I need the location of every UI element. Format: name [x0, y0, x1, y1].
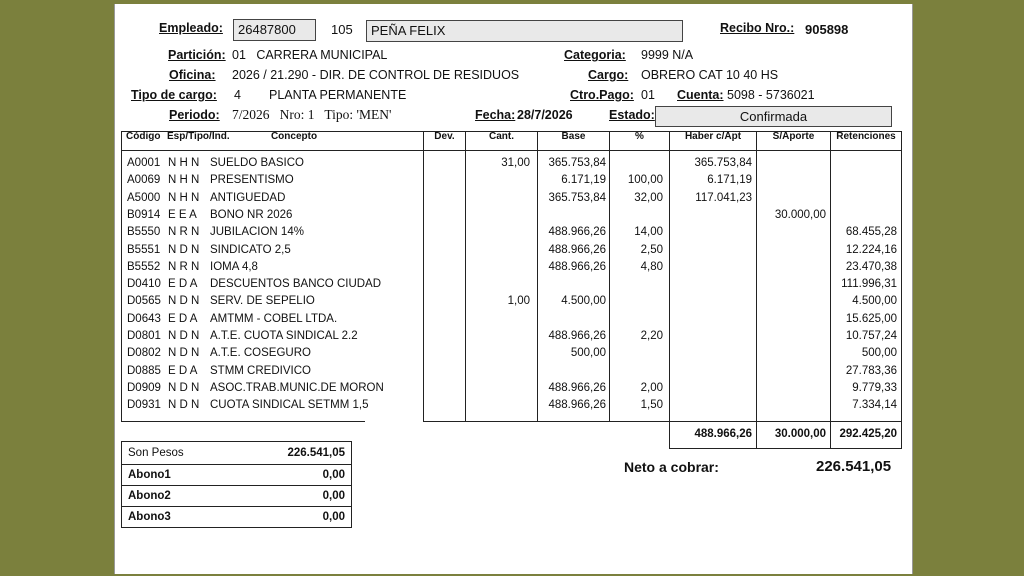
cell-eti: N D N [168, 399, 200, 412]
cell-concepto: BONO NR 2026 [210, 208, 293, 221]
cell-ret: 500,00 [861, 347, 897, 360]
empleado-id-field: 26487800 [233, 19, 316, 41]
col-header-concepto: Concepto [270, 131, 318, 142]
cell-eti: N R N [168, 260, 200, 273]
col-header-esp-tipo-ind: Esp/Tipo/Ind. [167, 131, 230, 142]
cargo-label: Cargo: [588, 68, 629, 82]
cell-eti: E E A [168, 208, 197, 221]
cell-codigo: D0802 [127, 347, 161, 360]
col-header-dev: Dev. [434, 131, 455, 142]
cell-concepto: A.T.E. CUOTA SINDICAL 2.2 [210, 330, 358, 342]
col-header-pct: % [635, 131, 644, 142]
cell-ret: 111.996,31 [841, 278, 897, 291]
cell-concepto: AMTMM - COBEL LTDA. [210, 312, 338, 325]
abono1-label: Abono1 [128, 469, 171, 481]
cargo-value: OBRERO CAT 10 40 HS [641, 68, 779, 82]
cell-base: 488.966,26 [548, 330, 606, 342]
tipo-cargo-num: 4 [234, 88, 241, 102]
cell-pct: 32,00 [634, 191, 663, 204]
cell-eti: E D A [168, 364, 198, 377]
abono1-value: 0,00 [322, 469, 345, 481]
cell-ret: 7.334,14 [852, 399, 897, 412]
cell-eti: E D A [168, 312, 198, 325]
cell-haber: 117.041,23 [695, 191, 752, 204]
cell-haber: 365.753,84 [694, 157, 752, 169]
recibo-label: Recibo Nro.: [720, 21, 795, 35]
cell-base: 4.500,00 [561, 295, 606, 308]
cell-eti: N D N [168, 330, 200, 342]
abono3-label: Abono3 [128, 511, 171, 523]
oficina-value: 2026 / 21.290 - DIR. DE CONTROL DE RESIDUOS [232, 68, 520, 82]
cell-codigo: D0643 [127, 312, 161, 325]
cell-base: 488.966,26 [548, 399, 606, 412]
cell-pct: 14,00 [634, 226, 663, 239]
col-header-codigo: Código [126, 131, 161, 142]
cell-codigo: D0410 [127, 278, 161, 291]
cell-haber: 6.171,19 [707, 174, 752, 187]
col-header-saporte: S/Aporte [772, 131, 815, 142]
cell-ret: 23.470,38 [845, 260, 897, 273]
cell-eti: N H N [168, 157, 200, 169]
recibo-nro: 905898 [805, 22, 849, 37]
cell-eti: E D A [168, 278, 198, 291]
cell-pct: 2,50 [640, 243, 663, 256]
col-header-retenciones: Retenciones [836, 131, 896, 142]
cell-pct: 100,00 [627, 174, 663, 187]
cell-concepto: STMM CREDIVICO [210, 364, 311, 377]
cell-codigo: D0885 [127, 364, 161, 377]
cell-base: 365.753,84 [548, 191, 606, 204]
cell-ret: 15.625,00 [845, 312, 897, 325]
abono2-label: Abono2 [128, 490, 171, 502]
cell-eti: N R N [168, 226, 200, 239]
periodo-label: Periodo: [169, 108, 220, 122]
cuenta-value: 5098 - 5736021 [727, 88, 815, 102]
cell-codigo: B0914 [127, 208, 161, 221]
ctro-pago-label: Ctro.Pago: [570, 88, 634, 102]
col-header-base: Base [561, 131, 586, 142]
empleado-num: 105 [331, 22, 353, 37]
abono2-row [122, 486, 351, 507]
cell-concepto: SINDICATO 2,5 [210, 243, 291, 256]
cell-concepto: A.T.E. COSEGURO [210, 347, 311, 360]
col-header-cant: Cant. [489, 131, 514, 142]
cell-ret: 4.500,00 [852, 295, 897, 308]
tipo-cargo-value: PLANTA PERMANENTE [269, 88, 407, 102]
cell-concepto: JUBILACION 14% [210, 226, 304, 239]
cell-pct: 4,80 [640, 260, 663, 273]
cell-pct: 2,00 [640, 381, 663, 394]
cell-base: 488.966,26 [548, 243, 606, 256]
neto-label: Neto a cobrar: [624, 459, 719, 475]
cell-base: 488.966,26 [548, 381, 606, 394]
estado-field: Confirmada [655, 106, 892, 127]
cell-concepto: ANTIGUEDAD [210, 191, 286, 204]
particion-value: 01 CARRERA MUNICIPAL [232, 48, 388, 62]
cell-eti: N H N [168, 191, 200, 204]
cell-ret: 10.757,24 [845, 330, 897, 342]
total-saporte: 30.000,00 [774, 428, 826, 440]
cell-codigo: D0931 [127, 399, 161, 412]
particion-label: Partición: [168, 48, 226, 62]
abono1-row [122, 465, 351, 486]
cell-ret: 68.455,28 [845, 226, 897, 239]
col-header-haber: Haber c/Apt [684, 131, 742, 142]
cell-codigo: B5551 [127, 243, 161, 256]
total-retenciones: 292.425,20 [839, 428, 897, 440]
periodo-value: 7/2026 Nro: 1 Tipo: 'MEN' [232, 107, 392, 122]
cell-codigo: B5552 [127, 260, 161, 273]
total-haber: 488.966,26 [694, 428, 752, 440]
cell-ret: 27.783,36 [845, 364, 897, 377]
cell-codigo: A0069 [127, 174, 161, 187]
categoria-value: 9999 N/A [641, 48, 694, 62]
abono3-row [122, 507, 351, 527]
neto-value: 226.541,05 [816, 458, 892, 475]
cell-eti: N D N [168, 347, 200, 360]
cell-codigo: D0565 [127, 295, 161, 308]
cell-codigo: A5000 [127, 191, 161, 204]
fecha-value: 28/7/2026 [517, 108, 573, 122]
cell-codigo: D0909 [127, 381, 161, 394]
cell-pct: 2,20 [640, 330, 663, 342]
cell-base: 488.966,26 [548, 260, 606, 273]
empleado-label: Empleado: [159, 21, 223, 35]
cell-ret: 9.779,33 [852, 381, 897, 394]
cell-eti: N H N [168, 174, 200, 187]
tipo-cargo-label: Tipo de cargo: [131, 88, 217, 102]
cell-concepto: ASOC.TRAB.MUNIC.DE MORON [210, 381, 384, 394]
cell-codigo: A0001 [127, 157, 161, 169]
empleado-nombre-field: PEÑA FELIX [366, 20, 683, 42]
cell-base: 365.753,84 [548, 157, 606, 169]
summary-table [121, 441, 352, 528]
cell-base: 488.966,26 [548, 226, 606, 239]
cell-concepto: SUELDO BASICO [210, 157, 304, 169]
cell-cant: 1,00 [507, 295, 530, 308]
cell-concepto: IOMA 4,8 [210, 260, 258, 273]
cell-saporte: 30.000,00 [774, 208, 826, 221]
cell-base: 6.171,19 [561, 174, 606, 187]
abono2-value: 0,00 [322, 490, 345, 502]
cell-eti: N D N [168, 243, 200, 256]
fecha-label: Fecha: [475, 108, 516, 122]
cell-concepto: SERV. DE SEPELIO [210, 295, 315, 308]
estado-label: Estado: [609, 108, 655, 122]
son-pesos-label: Son Pesos [128, 447, 184, 459]
abono3-value: 0,00 [322, 511, 345, 523]
cell-codigo: D0801 [127, 330, 161, 342]
son-pesos-value: 226.541,05 [287, 447, 345, 459]
cuenta-label: Cuenta: [677, 88, 724, 102]
cell-codigo: B5550 [127, 226, 161, 239]
cell-base: 500,00 [570, 347, 606, 360]
oficina-label: Oficina: [169, 68, 216, 82]
son-pesos-row [122, 442, 351, 465]
cell-concepto: PRESENTISMO [210, 174, 294, 187]
cell-concepto: DESCUENTOS BANCO CIUDAD [210, 278, 382, 291]
cell-eti: N D N [168, 295, 200, 308]
categoria-label: Categoria: [564, 48, 626, 62]
cell-concepto: CUOTA SINDICAL SETMM 1,5 [210, 399, 369, 412]
cell-ret: 12.224,16 [845, 243, 897, 256]
cell-cant: 31,00 [501, 157, 530, 169]
cell-eti: N D N [168, 381, 200, 394]
cell-pct: 1,50 [640, 399, 663, 412]
ctro-pago-value: 01 [641, 88, 655, 102]
